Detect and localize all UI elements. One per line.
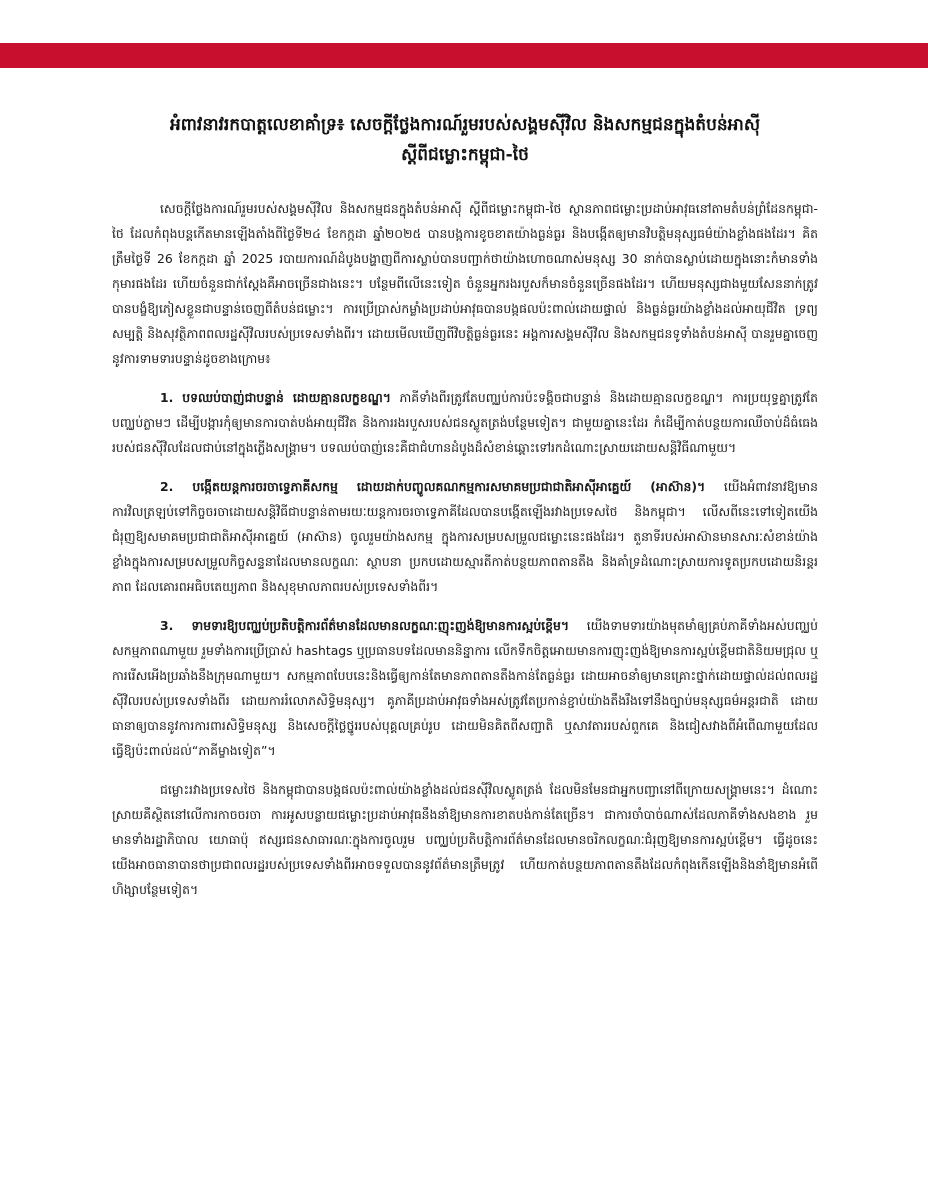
demand-item-3 (112, 613, 818, 763)
demand-item-3-body: យើងទាមទារយ៉ាងមុតមាំឲ្យគ្រប់ភាគីទាំងអស់បញ្ឈប់សកម្មភាពណាមួយ រួមទាំងការប្រើប្រាស់ hashtags ឬប្រធានបទដែលមាននិន្នាការ លើកទឹកចិត្តអោយមានការញុះញង់ឱ្យមានការស្អប់ខ្ពើមជាតិនិយមជ្រុល ឬការរើសអើងប្រឆាំងនឹងក្រុមណាមួយ។ សកម្មភាពបែបនេះនិងធ្វើឲ្យកាន់តែមានភាពតានតឹងកាន់តែធ្ងន់ធ្ងរ ដោយអាចនាំឲ្យមានគ្រោះថ្នាក់ដោយផ្ទាល់ដល់ពលរដ្ឋស៊ីវិលរបស់ប្រទេសទាំងពីរ ដោយការរំលោភសិទ្ធិមនុស្ស។ គូភាគីប្រដាប់អាវុធទាំងអស់ត្រូវតែប្រកាន់ខ្ជាប់យ៉ាងតឹងរឹងទៅនឹងច្បាប់មនុស្សធម៌អន្តរជាតិ ដោយធានាឲ្យបាននូវការការពារសិទ្ធិមនុស្ស និងសេចក្តីថ្លៃថ្នូររបស់បុគ្គលគ្រប់រូប ដោយមិនគិតពីសញ្ជាតិ ឬសាវតាររបស់ពួកគេ និងជៀសវាងពីអំពើណាមួយដែលធ្វើឱ្យប៉ះពាល់ដល់“ភាគីម្ខាងទៀត”។ (112, 618, 818, 758)
demand-item-1-heading: 1. បទឈប់បាញ់ជាបន្ទាន់ ដោយគ្មានលក្ខខណ្ឌ។ (160, 390, 391, 405)
closing-paragraph: ជម្លោះរវាងប្រទេសថៃ និងកម្ពុជាបានបង្កផលប៉ះពាល់យ៉ាងខ្លាំងដល់ជនស៊ីវិលស្លូតត្រង់ ដែលមិនមែនជាអ្នកបញ្ជានៅពីក្រោយសង្គ្រាមនេះ។ ដំណោះស្រាយគឺស្ថិតនៅលើការកាចចរចា ការអូសបន្លាយជម្លោះប្រដាប់អាវុធនឹងនាំឱ្យមានការខាតបង់កាន់តែច្រើន។ ជាការចាំបាច់ណាស់ដែលភាគីទាំងសងខាង រួមមានទាំងរដ្ឋាភិបាល យោធាប៉ុ ឥស្សរជនសាធារណៈក្នុងការចូលរួម បញ្ឈប់ប្រតិបត្តិការព័ត៌មានដែលមានចរិកលក្ខណៈជំរុញឱ្យមានការស្អប់ខ្ពើម។ ធ្វើដូចនេះ យើងអាចធានាបានថាប្រជាពលរដ្ឋរបស់ប្រទេសទាំងពីរអាចទទួលបាននូវព័ត៌មានត្រឹមត្រូវ ហើយកាត់បន្ថយភាពតានតឹងដែលកំពុងកើនឡើងនិងនាំឱ្យមានអំពើហិង្សាបន្ថែមទៀត។ (112, 782, 818, 897)
demand-item-2 (112, 474, 818, 599)
intro-paragraph: សេចក្តីថ្លែងការណ៍រួមរបស់សង្គមស៊ីវិល និងសកម្មជនក្នុងតំបន់អាស៊ី ស្តីពីជម្លោះកម្ពុជា-ថៃ ស្ថានភាពជម្លោះប្រដាប់អាវុធនៅតាមតំបន់ព្រំដែនកម្ពុជា-ថៃ ដែលកំពុងបន្តកើតមានឡើងតាំងពីថ្ងៃទី២៤ ខែកក្កដា ឆ្នាំ២០២៥ បានបង្កការខូចខាតយ៉ាងធ្ងន់ធ្ងរ និងបង្កើតឲ្យមានវិបត្តិមនុស្សធម៌យ៉ាងខ្លាំងផងដែរ។ គិតត្រឹមថ្ងៃទី 26 ខែកក្កដា ឆ្នាំ 2025 របាយការណ៍ដំបូងបង្ហាញពីការស្លាប់បានបញ្ជាក់ថាយ៉ាងហោចណាស់មនុស្ស 30 នាក់បានស្លាប់ដោយក្នុងនោះកំមានទាំងកុមារផងដែរ ហើយចំនួនជាក់ស្តែងគឺអាចច្រើនជាងនេះ។ បន្ថែមពីលើនេះទៀត ចំនួនអ្នករងរបួសក៏មានចំនួនច្រើនផងដែរ។ ហើយមនុស្សជាងមួយសែននាក់ត្រូវបានបង្ខំឱ្យភៀសខ្លួនជាបន្ទាន់ចេញពីតំបន់ជម្លោះ។ ការប្រើប្រាស់កម្លាំងប្រដាប់អាវុធបានបង្កផលប៉ះពាល់ដោយផ្ទាល់ និងធ្ងន់ធ្ងរយ៉ាងខ្លាំងដល់អាយុជីវិត ទ្រព្យសម្បត្តិ និងសុវត្ថិភាពពលរដ្ឋស៊ីវិលរបស់ប្រទេសទាំងពីរ។ ដោយមើលឃើញពីវិបត្តិធ្ងន់ធ្ងរនេះ អង្គការសង្គមស៊ីវិល និងសកម្មជនទូទាំងតំបន់អាស៊ី បានរួមគ្នាចេញនូវការទាមទារបន្ទាន់ដូចខាងក្រោម៖ (112, 201, 818, 366)
document-title-line-1: អំពាវនាវរកបាត្តលេខាគាំទ្រ៖ សេចក្តីថ្លែងការណ៍រួមរបស់សង្គមស៊ីវិល និងសកម្មជនក្នុងតំបន់អាស៊ី (169, 115, 761, 135)
document-title (112, 110, 818, 170)
document-title-line-2: ស្តីពីជម្លោះកម្ពុជា-ថៃ (401, 145, 529, 165)
demand-item-1-body: ភាគីទាំងពីរត្រូវតែបញ្ឈប់ការប៉ះទង្គិចជាបន្ទាន់ និងដោយគ្មានលក្ខខណ្ឌ។ ការប្រយុទ្ធគ្នាត្រូវតែបញ្ឈប់ភ្លាមៗ ដើម្បីបង្ការកុំឲ្យមានការបាត់បង់អាយុជីវិត និងការរងរបួសរបស់ជនស្លូតត្រង់បន្ថែមទៀត។ ជាមួយគ្នានេះដែរ កំដើម្បីកាត់បន្ថយការឈឺចាប់ដ៏ធំធេងរបស់ជនស៊ីវិលដែលជាប់នៅក្នុងភ្លើងសង្គ្រាម។ បទឈប់បាញ់នេះគឺជាជំហានដំបូងដ៏សំខាន់ឆ្ពោះទៅរកដំណោះស្រាយដោយសន្តិវិធីណាមួយ។ (112, 390, 818, 455)
demand-item-2-body: យើងអំពាវនាវឱ្យមានការវិលត្រឡប់ទៅកិច្ចចរចាដោយសន្តិវិធីជាបន្ទាន់តាមរយៈយន្តការចរចាទ្វេភាគីដែលបានបង្កើតឡើងរវាងប្រទេសថៃ និងកម្ពុជា។ លើសពីនេះទៅទៀតយើងជំរុញឱ្យសមាគមប្រជាជាតិអាស៊ីអាគ្នេយ៍ (អាស៊ាន) ចូលរួមយ៉ាងសកម្ម ក្នុងការសម្របសម្រួលជម្លោះនេះផងដែរ។ តួនាទីរបស់អាស៊ានមានសារៈសំខាន់យ៉ាងខ្លាំងក្នុងការសម្របសម្រួលកិច្ចសន្ទនាដែលមានលក្ខណៈ ស្ថាបនា ប្រកបដោយស្មារតីកាត់បន្ថយភាពតានតឹង និងគាំទ្រដំណោះស្រាយការទូតប្រកបដោយនិរន្តរភាព ដែលគោរពអធិបតេយ្យភាព និងសុខុមាលភាពរបស់ប្រទេសទាំងពីរ។ (112, 479, 818, 594)
demand-item-1 (112, 385, 818, 460)
top-accent-bar (0, 43, 928, 68)
demand-item-3-heading: 3. ទាមទារឱ្យបញ្ឈប់ប្រតិបត្តិការព័ត៌មានដែលមានលក្ខណៈញុះញង់ឱ្យមានការស្អប់ខ្ពើម។ (160, 618, 570, 633)
demand-item-2-heading: 2. បង្កើតយន្តការចរចាទ្វេភាគីសកម្ម ដោយដាក់បញ្ចូលគណកម្មការសមាគមប្រជាជាតិអាស៊ីអាគ្នេយ៍ (អាស៊ាន)។ (160, 479, 706, 494)
document-page (112, 110, 818, 916)
